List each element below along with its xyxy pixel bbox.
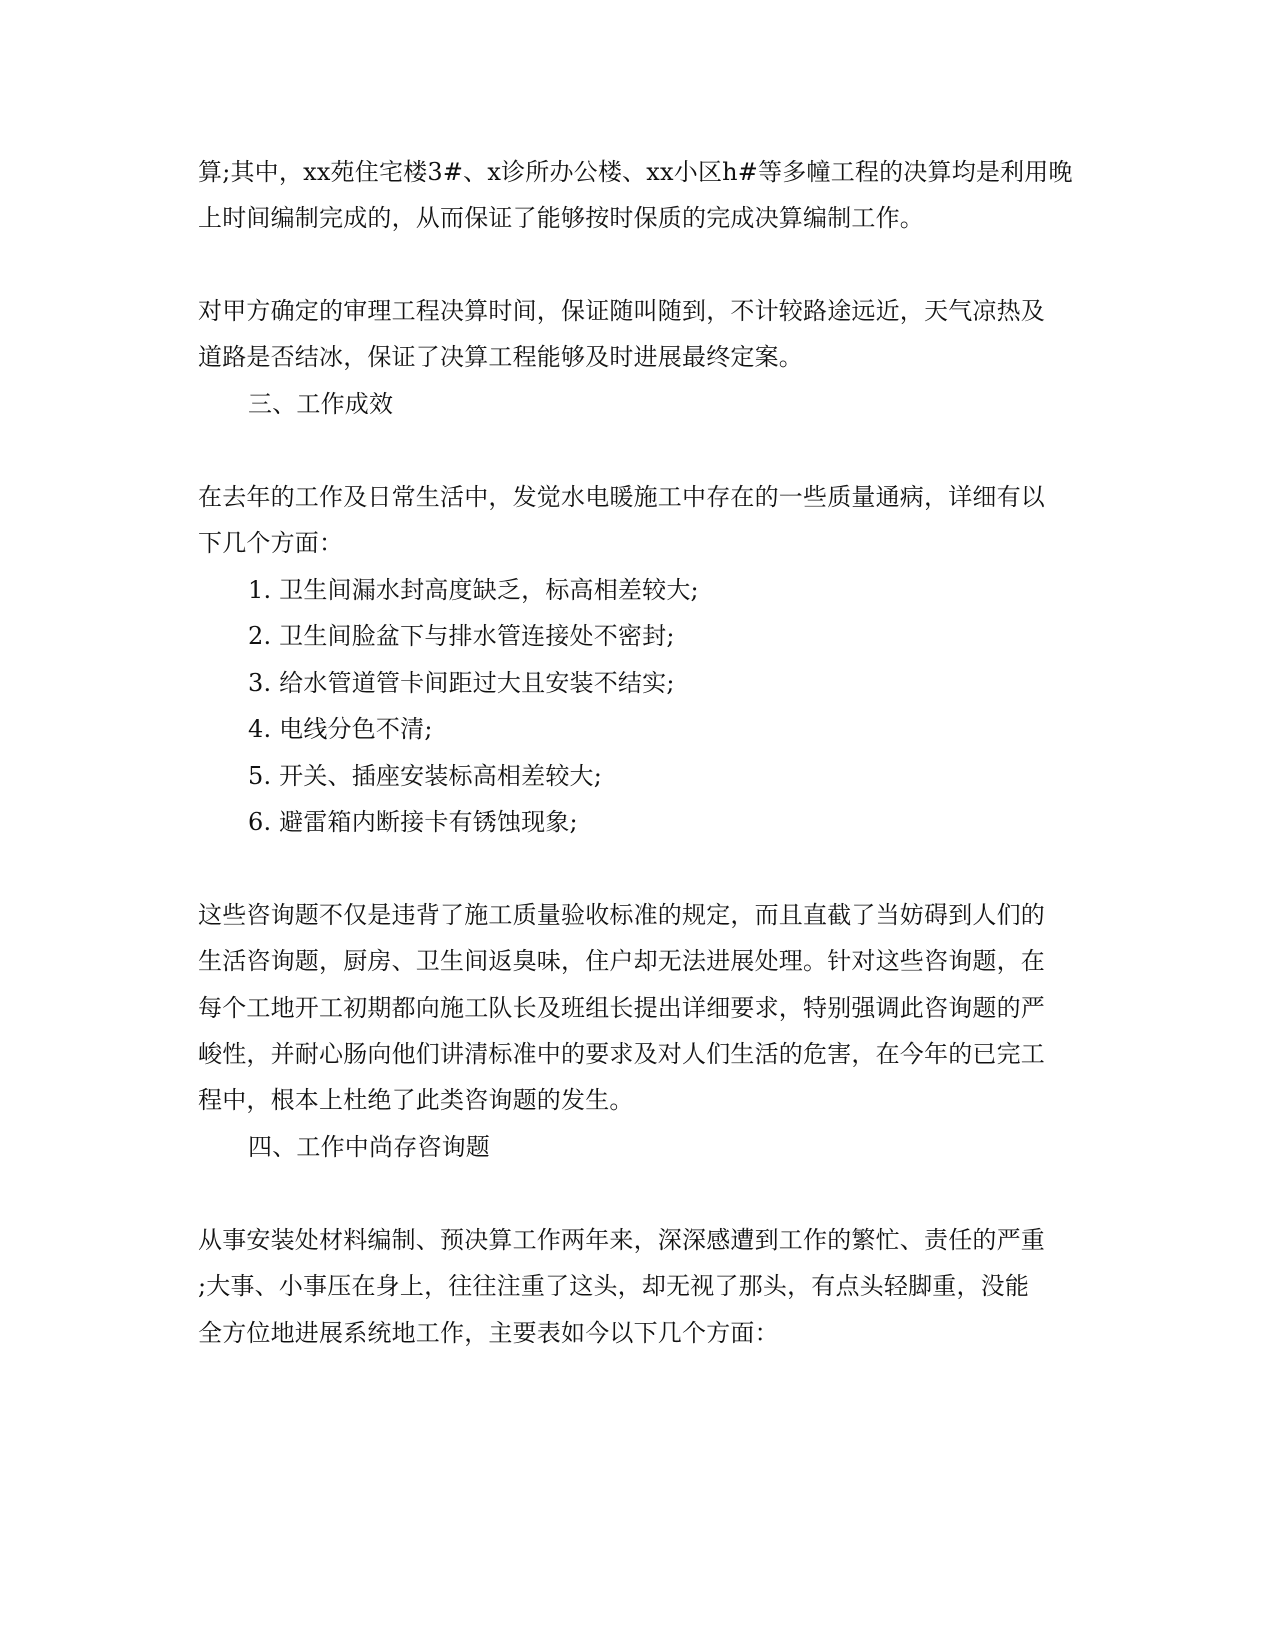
text-line: 程中，根本上杜绝了此类咨询题的发生。 [198,1086,634,1114]
text-line: 这些咨询题不仅是违背了施工质量验收标准的规定，而且直截了当妨碍到人们的 [198,901,1045,929]
text-line: 下几个方面： [198,529,344,557]
list-item: 2. 卫生间脸盆下与排水管连接处不密封; [248,622,675,650]
text-line: 每个工地开工初期都向施工队长及班组长提出详细要求，特别强调此咨询题的严 [198,994,1045,1022]
text-line: 上时间编制完成的，从而保证了能够按时保质的完成决算编制工作。 [198,204,924,232]
list-item: 3. 给水管道管卡间距过大且安装不结实; [248,669,675,697]
list-item: 5. 开关、插座安装标高相差较大; [248,762,603,790]
list-item: 4. 电线分色不清; [248,715,433,743]
text-line: 生活咨询题，厨房、卫生间返臭味，住户却无法进展处理。针对这些咨询题，在 [198,947,1045,975]
text-line: 对甲方确定的审理工程决算时间，保证随叫随到，不计较路途远近，天气凉热及 [198,297,1045,325]
text-line: 全方位地进展系统地工作，主要表如今以下几个方面： [198,1319,779,1347]
section-heading-remaining-issues: 四、工作中尚存咨询题 [248,1133,490,1161]
text-line: 峻性，并耐心肠向他们讲清标准中的要求及对人们生活的危害，在今年的已完工 [198,1040,1045,1068]
text-line: 在去年的工作及日常生活中，发觉水电暖施工中存在的一些质量通病，详细有以 [198,483,1045,511]
text-line: 道路是否结冰，保证了决算工程能够及时进展最终定案。 [198,343,803,371]
text-line: 从事安装处材料编制、预决算工作两年来，深深感遭到工作的繁忙、责任的严重 [198,1226,1045,1254]
list-item: 1. 卫生间漏水封高度缺乏，标高相差较大; [248,576,699,604]
text-line: 算;其中，xx苑住宅楼3#、x诊所办公楼、xx小区h#等多幢工程的决算均是利用晚 [198,158,1073,186]
section-heading-results: 三、工作成效 [248,390,394,418]
list-item: 6. 避雷箱内断接卡有锈蚀现象; [248,808,578,836]
text-line: ;大事、小事压在身上，往往注重了这头，却无视了那头，有点头轻脚重，没能 [198,1272,1030,1300]
